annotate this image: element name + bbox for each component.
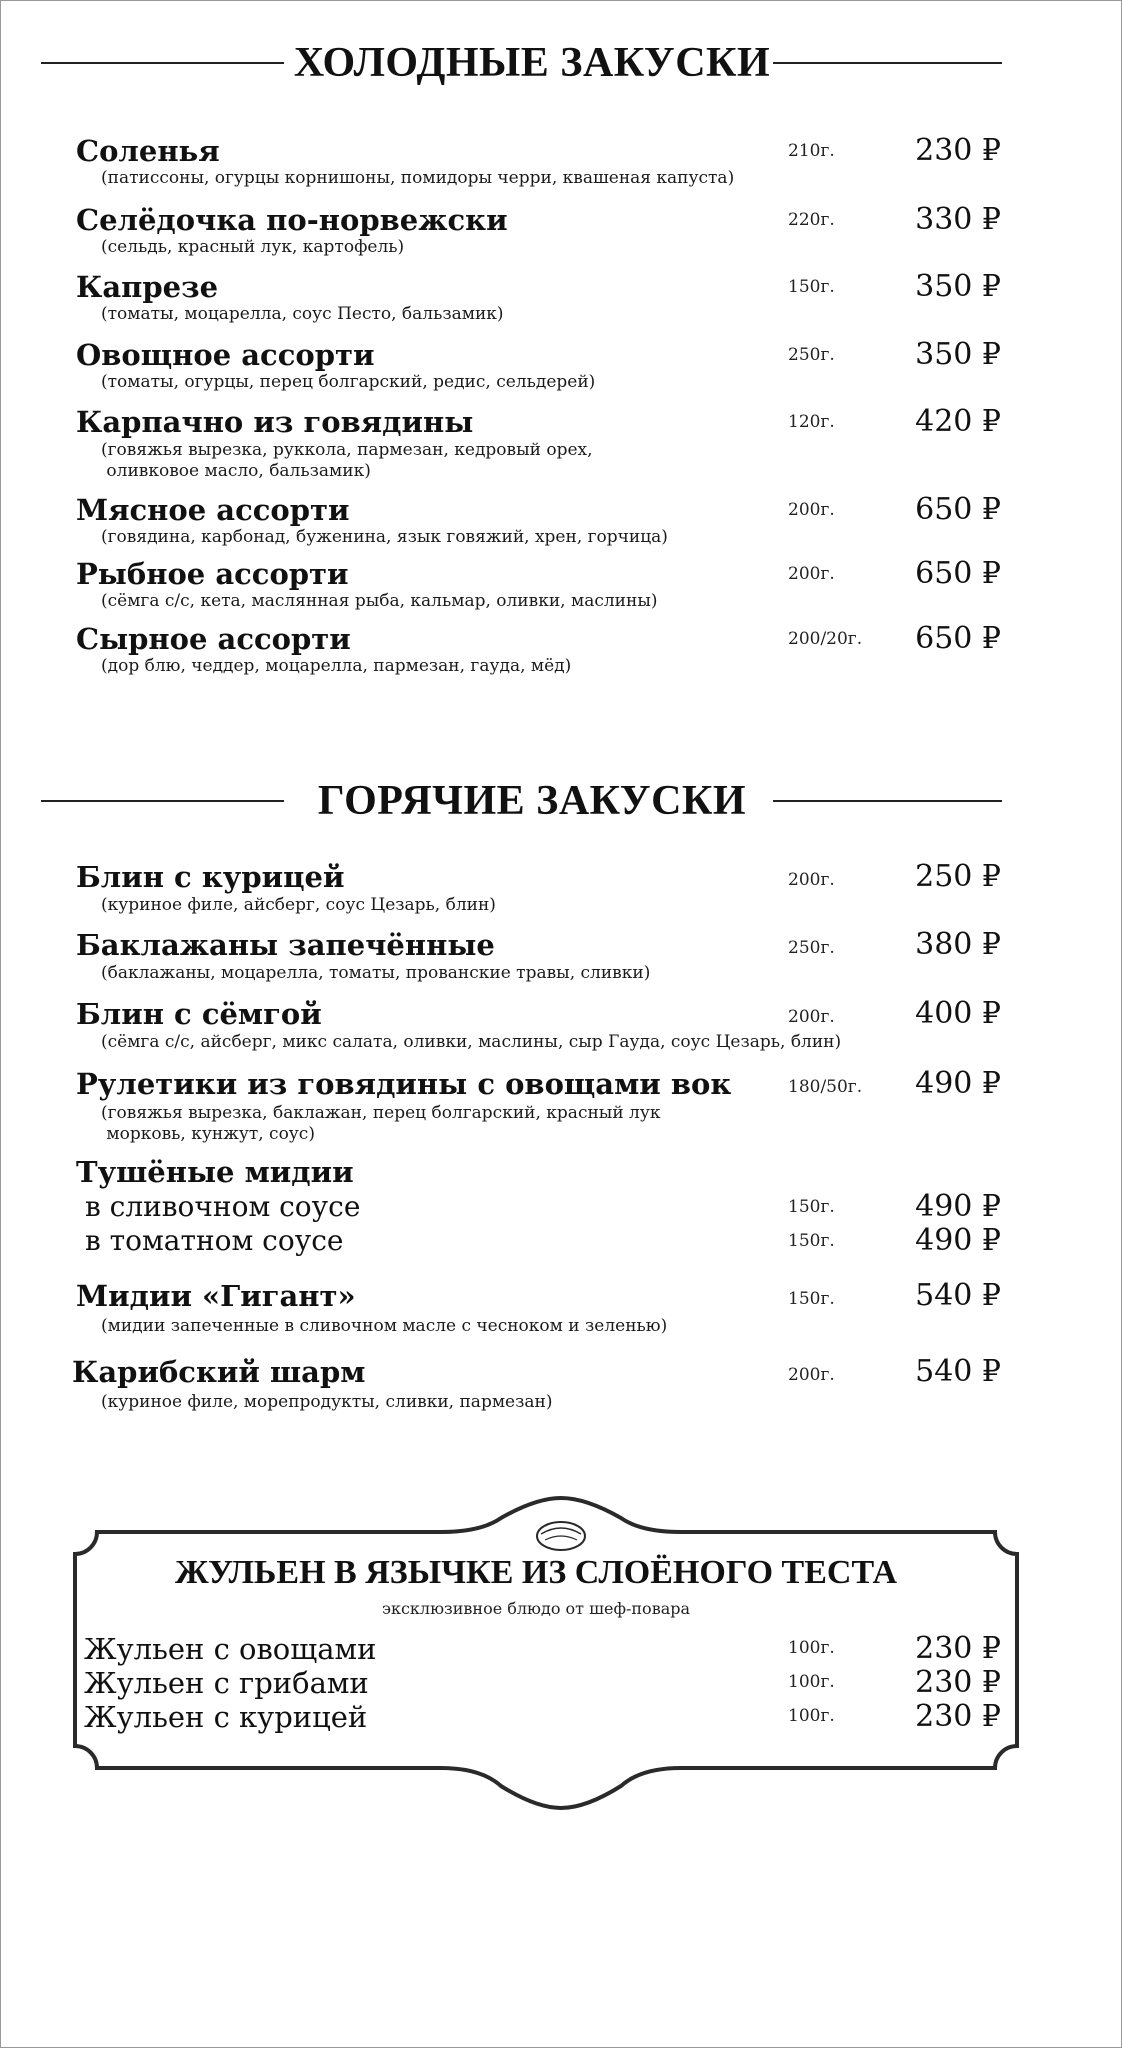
hot-section-header	[1, 771, 1122, 831]
item-price: 230 ₽	[915, 1665, 1001, 1700]
item-name: Жульен с курицей	[84, 1700, 368, 1734]
item-description: (дор блю, чеддер, моцарелла, пармезан, гауда, мёд)	[101, 656, 572, 676]
item-weight: 200г.	[788, 1365, 835, 1385]
item-name: Рулетики из говядины с овощами вок	[76, 1067, 732, 1101]
item-weight: 100г.	[788, 1638, 835, 1658]
item-name: Блин с курицей	[76, 860, 345, 894]
option-weight: 150г.	[788, 1231, 835, 1251]
item-weight: 250г.	[788, 938, 835, 958]
item-price: 230 ₽	[915, 133, 1001, 168]
item-price: 350 ₽	[915, 337, 1001, 372]
item-weight: 250г.	[788, 345, 835, 365]
item-name: Тушёные мидии	[76, 1155, 354, 1189]
item-description: (томаты, огурцы, перец болгарский, редис, сельдерей)	[101, 372, 596, 392]
item-weight: 120г.	[788, 412, 835, 432]
item-description: (сельдь, красный лук, картофель)	[101, 237, 405, 257]
header-rule-right	[773, 62, 1002, 64]
item-name: Сырное ассорти	[76, 622, 351, 656]
item-price: 350 ₽	[915, 269, 1001, 304]
item-weight: 220г.	[788, 210, 835, 230]
item-description: (сёмга с/с, айсберг, микс салата, оливки, маслины, сыр Гауда, соус Цезарь, блин)	[101, 1032, 842, 1052]
item-description: (куриное филе, морепродукты, сливки, пармезан)	[101, 1392, 553, 1412]
julienne-item	[61, 1666, 1031, 1700]
item-description: (томаты, моцарелла, соус Песто, бальзамик)	[101, 304, 504, 324]
item-price: 650 ₽	[915, 621, 1001, 656]
item-price: 490 ₽	[915, 1066, 1001, 1101]
hot-section-title: ГОРЯЧИЕ ЗАКУСКИ	[317, 778, 747, 824]
item-description: (говяжья вырезка, баклажан, перец болгарский, красный лук морковь, кунжут, соус)	[101, 1103, 661, 1144]
julienne-subtitle: эксклюзивное блюдо от шеф-повара	[381, 1599, 691, 1618]
option-price: 490 ₽	[915, 1189, 1001, 1224]
item-price: 330 ₽	[915, 202, 1001, 237]
julienne-box	[61, 1496, 1031, 1826]
item-description: (баклажаны, моцарелла, томаты, прованские травы, сливки)	[101, 963, 651, 983]
item-price: 230 ₽	[915, 1631, 1001, 1666]
item-name: Мидии «Гигант»	[76, 1279, 356, 1313]
header-rule-right	[773, 800, 1002, 802]
item-price: 540 ₽	[915, 1354, 1001, 1389]
cold-section-title: ХОЛОДНЫЕ ЗАКУСКИ	[293, 40, 771, 86]
pastry-icon	[537, 1522, 585, 1550]
item-weight: 100г.	[788, 1672, 835, 1692]
julienne-title: ЖУЛЬЕН В ЯЗЫЧКЕ ИЗ СЛОЁНОГО ТЕСТА	[174, 1554, 898, 1591]
item-price: 650 ₽	[915, 492, 1001, 527]
item-name: Карибский шарм	[72, 1355, 366, 1389]
item-weight: 200г.	[788, 564, 835, 584]
option-weight: 150г.	[788, 1197, 835, 1217]
option-name: в сливочном соусе	[85, 1190, 361, 1223]
julienne-item	[61, 1700, 1031, 1734]
item-weight: 200г.	[788, 500, 835, 520]
item-name: Жульен с овощами	[84, 1632, 377, 1666]
item-description: (мидии запеченные в сливочном масле с чесноком и зеленью)	[101, 1316, 668, 1336]
item-name: Рыбное ассорти	[76, 557, 349, 591]
item-description: (говядина, карбонад, буженина, язык говяжий, хрен, горчица)	[101, 527, 668, 547]
option-price: 490 ₽	[915, 1223, 1001, 1258]
item-price: 420 ₽	[915, 404, 1001, 439]
item-price: 380 ₽	[915, 927, 1001, 962]
item-weight: 200/20г.	[788, 629, 863, 649]
item-name: Овощное ассорти	[76, 338, 375, 372]
item-price: 400 ₽	[915, 996, 1001, 1031]
item-weight: 210г.	[788, 141, 835, 161]
item-weight: 150г.	[788, 277, 835, 297]
item-description: (патиссоны, огурцы корнишоны, помидоры черри, квашеная капуста)	[101, 168, 735, 188]
option-name: в томатном соусе	[85, 1224, 344, 1257]
item-weight: 200г.	[788, 1007, 835, 1027]
item-price: 230 ₽	[915, 1699, 1001, 1734]
menu-item-option	[1, 1224, 1122, 1258]
item-name: Селёдочка по-норвежски	[76, 203, 508, 237]
item-price: 540 ₽	[915, 1278, 1001, 1313]
item-name: Баклажаны запечённые	[76, 928, 495, 962]
item-weight: 180/50г.	[788, 1077, 863, 1097]
item-price: 650 ₽	[915, 556, 1001, 591]
item-description: (говяжья вырезка, руккола, пармезан, кедровый орех, оливковое масло, бальзамик)	[101, 440, 593, 481]
item-weight: 100г.	[788, 1706, 835, 1726]
item-weight: 150г.	[788, 1289, 835, 1309]
item-name: Жульен с грибами	[84, 1666, 369, 1700]
item-description: (куриное филе, айсберг, соус Цезарь, блин)	[101, 895, 496, 915]
item-description: (сёмга с/с, кета, маслянная рыба, кальмар, оливки, маслины)	[101, 591, 658, 611]
item-name: Карпачно из говядины	[76, 405, 474, 439]
item-name: Мясное ассорти	[76, 493, 350, 527]
item-weight: 200г.	[788, 870, 835, 890]
item-name: Капрезе	[76, 270, 219, 304]
item-name: Блин с сёмгой	[76, 997, 322, 1031]
item-price: 250 ₽	[915, 859, 1001, 894]
julienne-item	[61, 1632, 1031, 1666]
menu-item-option	[1, 1190, 1122, 1224]
cold-section-header	[1, 33, 1122, 93]
item-name: Соленья	[76, 134, 220, 168]
